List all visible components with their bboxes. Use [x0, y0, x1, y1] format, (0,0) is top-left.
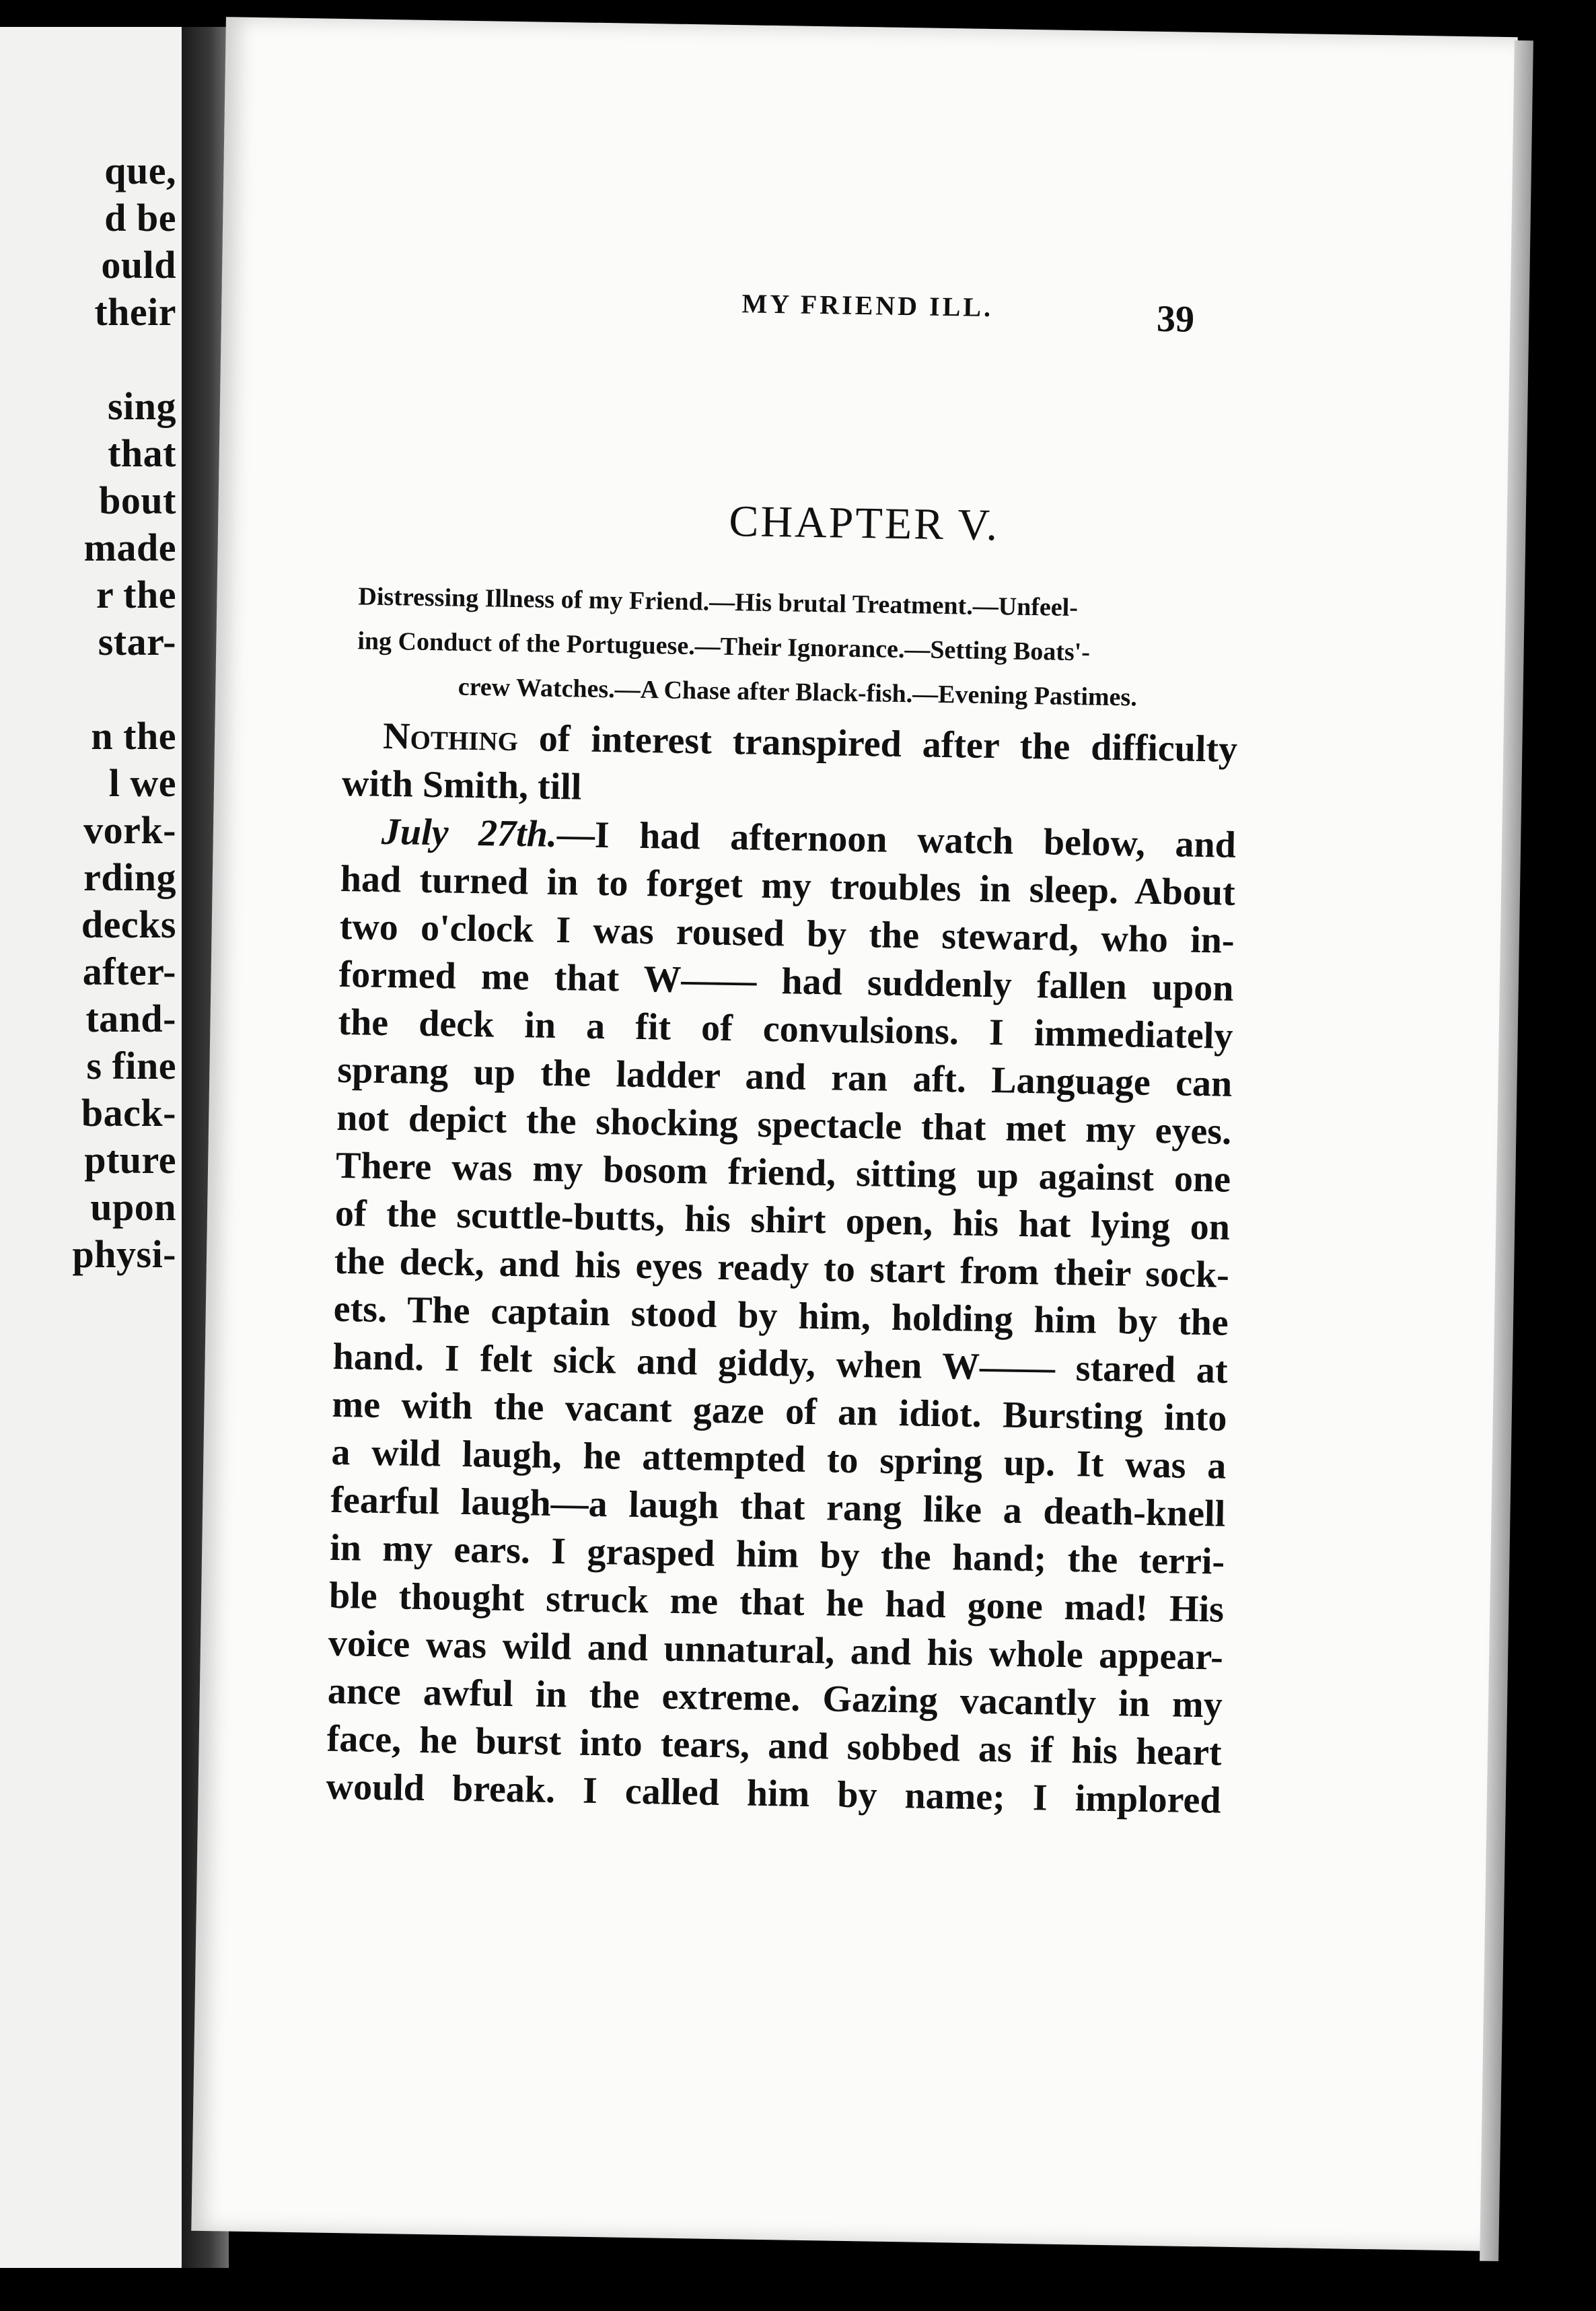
page-number: 39 [1156, 297, 1195, 341]
body-line: sprang up the ladder and ran aft. Language can [336, 1048, 1233, 1105]
body-text [326, 712, 1237, 1825]
body-line: ble thought struck me that he had gone mad! His [328, 1574, 1225, 1631]
left-page-line: s fine [86, 1044, 176, 1088]
left-page-line: vork- [83, 808, 176, 852]
body-line: fearful laugh—a laugh that rang like a death-knell [330, 1479, 1226, 1535]
body-line: There was my bosom friend, sitting up against one [335, 1144, 1231, 1201]
left-page-line: after- [82, 950, 176, 993]
left-page-line: r the [96, 573, 176, 616]
body-line: would break. I called him by name; I implored [326, 1765, 1221, 1822]
left-page-line: n the [91, 714, 176, 758]
body-line: had turned in to forget my troubles in sleep. About [340, 857, 1236, 914]
body-line: ets. The captain stood by him, holding him by the [333, 1287, 1229, 1344]
body-line: ance awful in the extreme. Gazing vacantly in my [327, 1670, 1223, 1726]
opening-word: Nothing [382, 715, 519, 760]
date-heading: July 27th. [381, 810, 558, 855]
synopsis-line: Distressing Illness of my Friend.—His brutal Treatment.—Unfeel- [358, 582, 1079, 623]
body-line: hand. I felt sick and giddy, when W—— stared at [332, 1335, 1229, 1392]
date-rest: —I had afternoon watch below, and [556, 814, 1237, 866]
left-page-line: star- [98, 620, 176, 664]
body-line: not depict the shocking spectacle that met my eyes. [336, 1096, 1232, 1153]
left-page-line: sing [108, 384, 176, 428]
body-line: of the scuttle-butts, his shirt open, his hat lying on [334, 1192, 1231, 1248]
body-line: me with the vacant gaze of an idiot. Bursting into [332, 1383, 1227, 1439]
chapter-synopsis [357, 574, 1240, 721]
left-page-line: physi- [72, 1232, 176, 1276]
left-page-line: made [83, 526, 176, 569]
left-page-line: back- [81, 1091, 176, 1135]
left-page-line: bout [99, 478, 176, 522]
body-line: in my ears. I grasped him by the hand; the terri- [329, 1526, 1225, 1583]
left-page-line: pture [84, 1138, 176, 1182]
book-page [191, 17, 1517, 2251]
left-page-line: rding [83, 855, 176, 899]
left-facing-page [0, 27, 182, 2268]
left-page-line: d be [104, 196, 176, 240]
synopsis-line: ing Conduct of the Portuguese.—Their Ignorance.—Setting Boats'- [357, 627, 1091, 667]
left-page-line: that [108, 431, 176, 475]
left-page-line: l we [108, 761, 176, 805]
running-head: MY FRIEND ILL. [741, 288, 994, 323]
body-line: a wild laugh, he attempted to spring up. It was a [330, 1431, 1227, 1487]
chapter-title: CHAPTER V. [728, 496, 1000, 550]
body-line: formed me that W—— had suddenly fallen upon [338, 953, 1234, 1009]
left-page-line: que, [104, 149, 176, 192]
left-page-line: upon [90, 1185, 176, 1229]
left-page-line: their [94, 290, 176, 334]
synopsis-line: crew Watches.—A Chase after Black-fish.—Evening Pastimes. [458, 672, 1138, 712]
body-line: the deck, and his eyes ready to start from their sock- [334, 1240, 1230, 1296]
left-page-line: decks [81, 902, 176, 946]
left-page-line: ould [101, 243, 176, 287]
body-line: face, he burst into tears, and sobbed as if his heart [326, 1717, 1223, 1774]
left-page-line: tand- [85, 997, 176, 1040]
body-line: with Smith, till [341, 762, 582, 808]
body-line: two o'clock I was roused by the steward, who in- [339, 905, 1235, 962]
body-line: the deck in a fit of convulsions. I immediately [338, 1001, 1233, 1057]
body-line: voice was wild and unnatural, and his whole appear- [328, 1622, 1224, 1678]
opening-rest: of interest transpired after the difficulty [517, 717, 1238, 771]
